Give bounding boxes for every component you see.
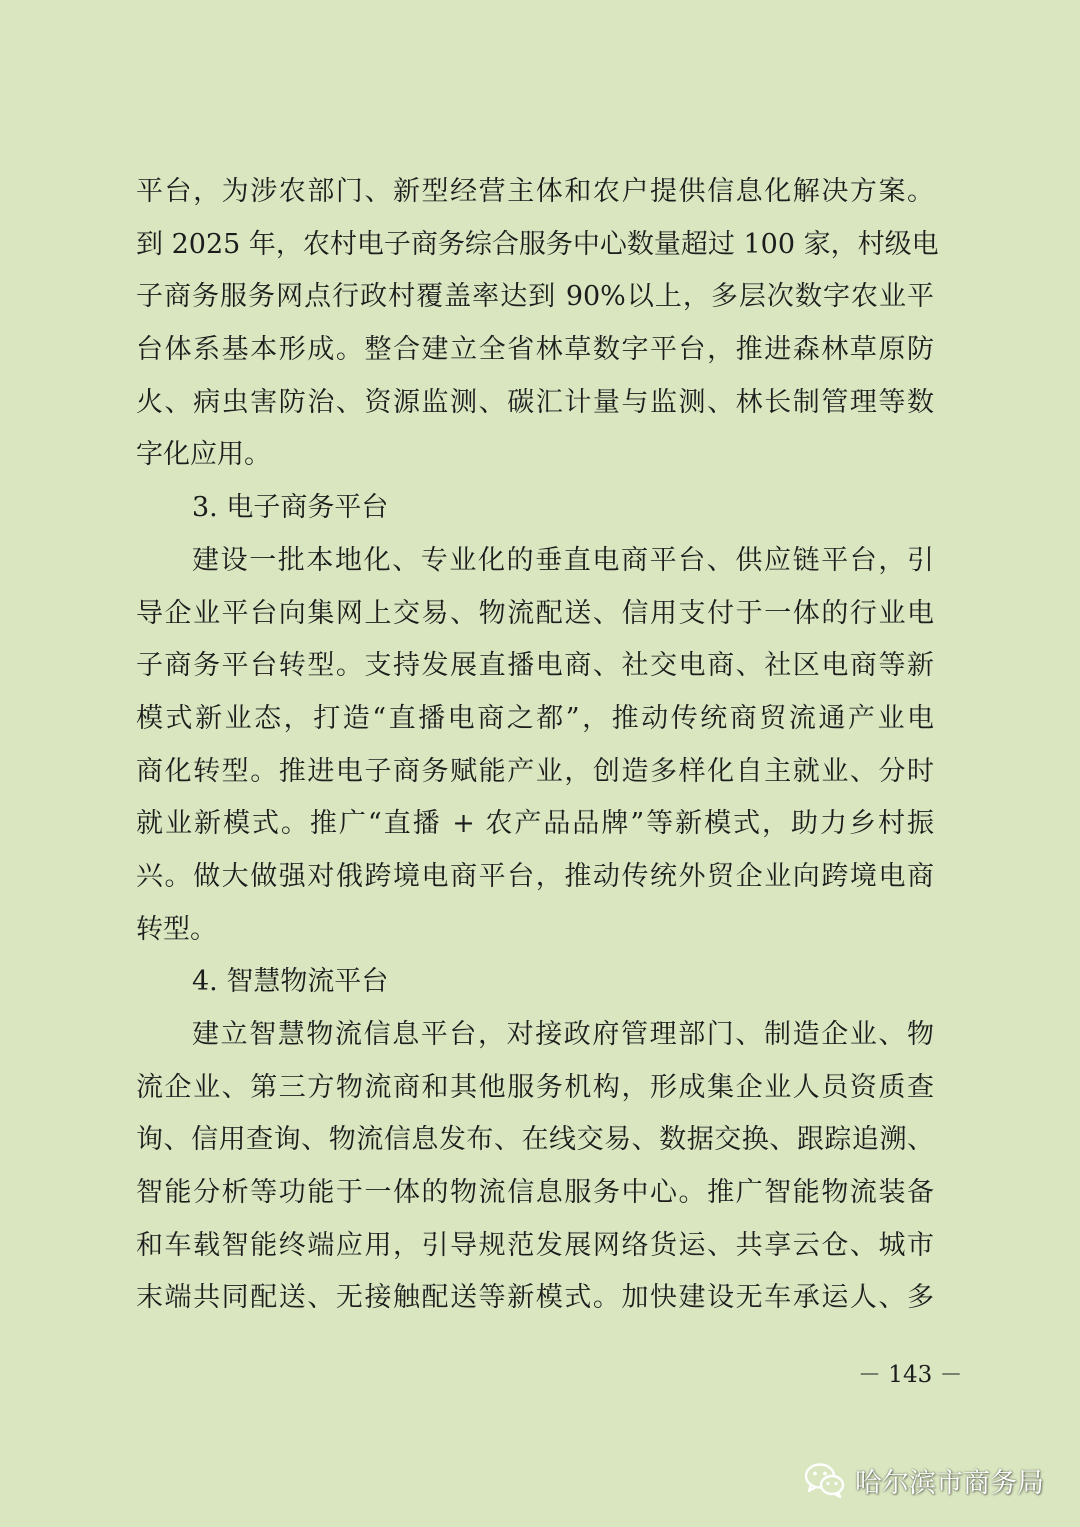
paragraph-line: 智能分析等功能于一体的物流信息服务中心。推广智能物流装备 bbox=[136, 1177, 934, 1209]
paragraph-line: 到 2025 年，农村电子商务综合服务中心数量超过 100 家，村级电 bbox=[136, 228, 939, 260]
paragraph-line: 火、病虫害防治、资源监测、碳汇计量与监测、林长制管理等数 bbox=[136, 386, 934, 418]
paragraph-line: 子商务服务网点行政村覆盖率达到 90%以上，多层次数字农业平 bbox=[136, 281, 934, 313]
paragraph-line: 转型。 bbox=[136, 913, 217, 945]
paragraph-line: 平台，为涉农部门、新型经营主体和农户提供信息化解决方案。 bbox=[136, 176, 934, 207]
paragraph-line: 商化转型。推进电子商务赋能产业，创造多样化自主就业、分时 bbox=[136, 755, 934, 787]
source-watermark bbox=[803, 1458, 1044, 1502]
paragraph-line: 兴。做大做强对俄跨境电商平台，推动传统外贸企业向跨境电商 bbox=[136, 860, 934, 892]
page-number: － 143 － bbox=[858, 1362, 963, 1388]
section-heading: 4. 智慧物流平台 bbox=[192, 966, 389, 998]
paragraph-line: 模式新业态，打造“直播电商之都”，推动传统商贸流通产业电 bbox=[136, 702, 934, 734]
paragraph-line: 台体系基本形成。整合建立全省林草数字平台，推进森林草原防 bbox=[136, 334, 934, 366]
paragraph-line: 流企业、第三方物流商和其他服务机构，形成集企业人员资质查 bbox=[136, 1071, 934, 1103]
paragraph-line: 字化应用。 bbox=[136, 439, 271, 471]
paragraph-line: 建设一批本地化、专业化的垂直电商平台、供应链平台，引 bbox=[192, 544, 934, 576]
paragraph-line: 就业新模式。推广“直播 + 农产品品牌”等新模式，助力乡村振 bbox=[136, 808, 934, 840]
document-body bbox=[136, 166, 939, 1325]
paragraph-line: 和车载智能终端应用，引导规范发展网络货运、共享云仓、城市 bbox=[136, 1229, 934, 1261]
paragraph-line: 末端共同配送、无接触配送等新模式。加快建设无车承运人、多 bbox=[136, 1282, 934, 1314]
paragraph-line: 询、信用查询、物流信息发布、在线交易、数据交换、跟踪追溯、 bbox=[136, 1124, 934, 1156]
paragraph-line: 建立智慧物流信息平台，对接政府管理部门、制造企业、物 bbox=[192, 1019, 934, 1050]
wechat-icon bbox=[803, 1460, 847, 1500]
section-heading: 3. 电子商务平台 bbox=[192, 492, 389, 524]
paragraph-line: 子商务平台转型。支持发展直播电商、社交电商、社区电商等新 bbox=[136, 650, 934, 682]
watermark-text: 哈尔滨市商务局 bbox=[855, 1467, 1044, 1499]
paragraph-line: 导企业平台向集网上交易、物流配送、信用支付于一体的行业电 bbox=[136, 597, 934, 629]
